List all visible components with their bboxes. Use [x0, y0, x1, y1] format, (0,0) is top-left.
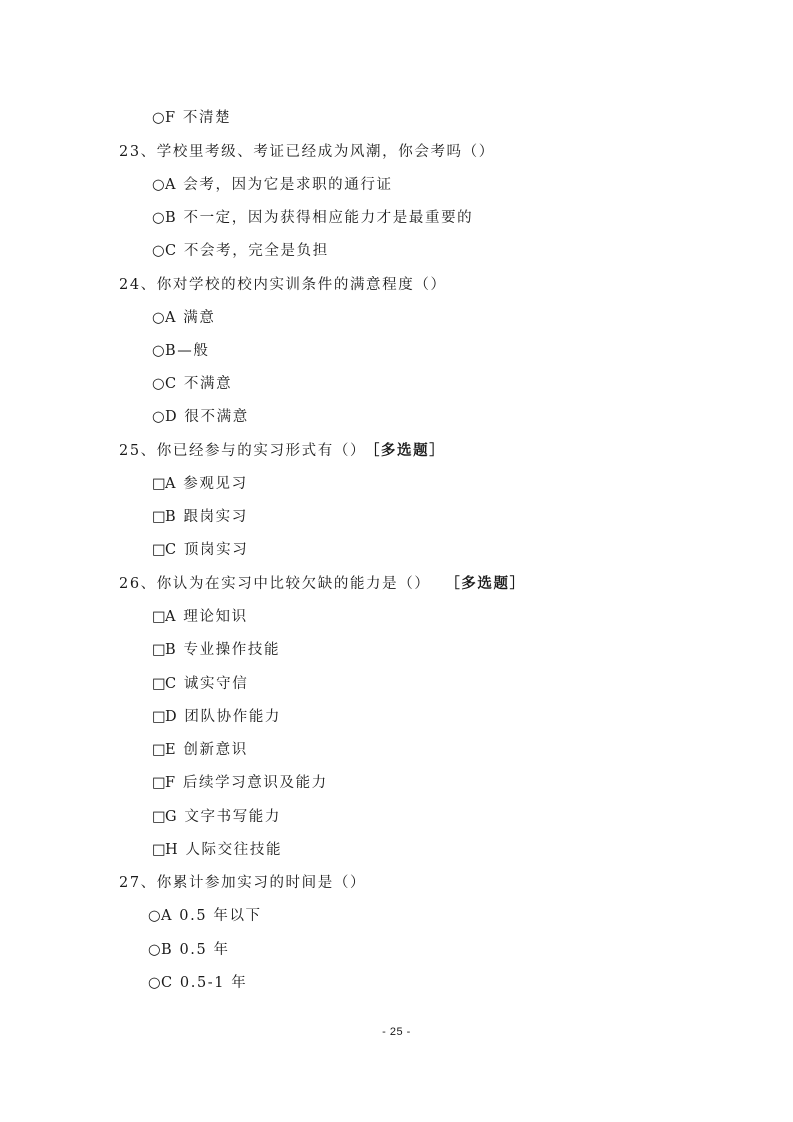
page-number: - 25 - [382, 1026, 411, 1038]
checkbox-square-icon: □ [152, 742, 168, 758]
multi-select-tag: ［多选题］ [452, 575, 526, 592]
option-label: B—般 [165, 343, 210, 359]
option-item [152, 707, 281, 727]
radio-circle-icon: ○ [148, 975, 163, 991]
option-label: H 人际交往技能 [165, 842, 283, 858]
radio-circle-icon: ○ [152, 376, 167, 392]
option-item [152, 208, 473, 228]
option-label: C 0.5-1 年 [161, 975, 248, 991]
radio-circle-icon: ○ [152, 343, 167, 359]
radio-circle-icon: ○ [148, 908, 163, 924]
option-label: B 0.5 年 [161, 942, 230, 958]
option-item [152, 108, 231, 128]
checkbox-square-icon: □ [152, 775, 168, 791]
checkbox-square-icon: □ [152, 642, 168, 658]
option-item [148, 906, 262, 926]
option-item [152, 740, 248, 760]
option-label: A 0.5 年以下 [161, 908, 262, 924]
option-item [152, 175, 393, 195]
option-item [152, 640, 280, 660]
radio-circle-icon: ○ [152, 177, 167, 193]
checkbox-square-icon: □ [152, 842, 168, 858]
option-item [152, 840, 282, 860]
option-label: D 很不满意 [165, 409, 249, 425]
radio-circle-icon: ○ [152, 243, 167, 259]
radio-circle-icon: ○ [152, 409, 167, 425]
checkbox-square-icon: □ [152, 609, 168, 625]
option-item [148, 973, 247, 993]
question-24: 24、你对学校的校内实训条件的满意程度（） [119, 277, 447, 293]
option-label: C 不会考，完全是负担 [165, 243, 329, 259]
checkbox-square-icon: □ [152, 476, 168, 492]
option-item [152, 407, 249, 427]
question-text: 26、你认为在实习中比较欠缺的能力是（） [119, 576, 431, 592]
option-label: G 文字书写能力 [165, 809, 281, 825]
question-23: 23、学校里考级、考证已经成为风潮，你会考吗（） [119, 144, 495, 160]
question-27: 27、你累计参加实习的时间是（） [119, 875, 367, 891]
option-label: A 会考，因为它是求职的通行证 [165, 177, 393, 193]
option-label: F 后续学习意识及能力 [165, 775, 328, 791]
option-item [152, 807, 281, 827]
option-label: D 团队协作能力 [165, 709, 282, 725]
radio-circle-icon: ○ [152, 310, 167, 326]
option-label: C 诚实守信 [165, 676, 249, 692]
checkbox-square-icon: □ [152, 809, 168, 825]
radio-circle-icon: ○ [148, 942, 163, 958]
option-item [152, 607, 248, 627]
option-item [148, 940, 230, 960]
option-item [152, 308, 215, 328]
option-label: B 不一定，因为获得相应能力才是最重要的 [165, 210, 474, 226]
option-label: A 满意 [165, 310, 216, 326]
option-label: C 不满意 [165, 376, 233, 392]
question-text: 25、你已经参与的实习形式有（） [119, 443, 367, 459]
option-label: B 专业操作技能 [165, 642, 281, 658]
checkbox-square-icon: □ [152, 509, 168, 525]
checkbox-square-icon: □ [152, 542, 168, 558]
option-label: B 跟岗实习 [165, 509, 248, 525]
option-item [152, 674, 248, 694]
option-item [152, 540, 248, 560]
option-label: F 不清楚 [165, 110, 232, 126]
option-item [152, 773, 328, 793]
question-25 [119, 441, 445, 461]
option-item [152, 341, 209, 361]
option-label: E 创新意识 [165, 742, 248, 758]
option-item [152, 241, 329, 261]
option-label: A 理论知识 [165, 609, 248, 625]
question-26 [119, 574, 526, 594]
checkbox-square-icon: □ [152, 676, 168, 692]
option-label: C 顶岗实习 [165, 542, 249, 558]
option-item [152, 507, 248, 527]
checkbox-square-icon: □ [152, 709, 168, 725]
option-item [152, 374, 232, 394]
radio-circle-icon: ○ [152, 210, 167, 226]
radio-circle-icon: ○ [152, 110, 167, 126]
multi-select-tag: ［多选题］ [372, 442, 446, 459]
option-item [152, 474, 248, 494]
option-label: A 参观见习 [165, 476, 248, 492]
